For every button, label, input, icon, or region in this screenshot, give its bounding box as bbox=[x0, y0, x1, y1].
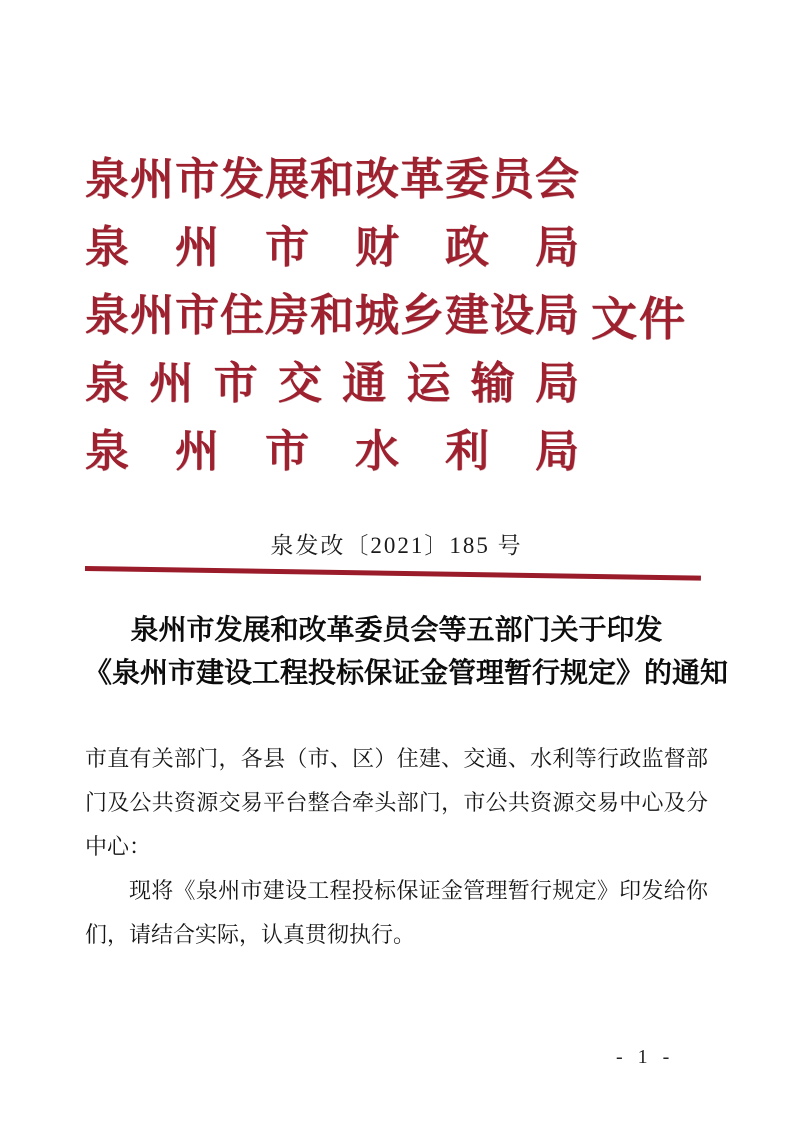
body-line: 市直有关部门，各县（市、区）住建、交通、水利等行政监督部 bbox=[85, 746, 708, 771]
page-number: - 1 - bbox=[616, 1046, 675, 1068]
body-line: 中心： bbox=[85, 834, 152, 859]
document-title bbox=[84, 609, 729, 695]
body-line: 们，请结合实际，认真贯彻执行。 bbox=[85, 922, 416, 947]
agency-name-shuiliju: 泉州市水利局 bbox=[85, 427, 579, 476]
doc-type-label: 文件 bbox=[591, 294, 687, 345]
agency-name-fagaiwei: 泉州市发展和改革委员会 bbox=[85, 155, 579, 204]
title-line-1: 泉州市发展和改革委员会等五部门关于印发 bbox=[130, 615, 663, 646]
title-line-2: 《泉州市建设工程投标保证金管理暂行规定》的通知 bbox=[84, 658, 729, 689]
agency-list bbox=[85, 146, 579, 486]
agency-name-jiaotongju: 泉州市交通运输局 bbox=[85, 359, 579, 408]
agency-name-zhujianju: 泉州市住房和城乡建设局 bbox=[85, 291, 579, 340]
doc-number: 泉发改〔2021〕185 号 bbox=[270, 533, 523, 558]
red-divider-line bbox=[85, 566, 701, 581]
body-line: 门及公共资源交易平台整合牵头部门，市公共资源交易中心及分 bbox=[85, 790, 708, 815]
agency-name-caizhengju: 泉州市财政局 bbox=[85, 223, 579, 272]
body-line: 现将《泉州市建设工程投标保证金管理暂行规定》印发给你 bbox=[129, 878, 708, 903]
letterhead bbox=[85, 146, 708, 486]
document-body bbox=[85, 737, 708, 957]
